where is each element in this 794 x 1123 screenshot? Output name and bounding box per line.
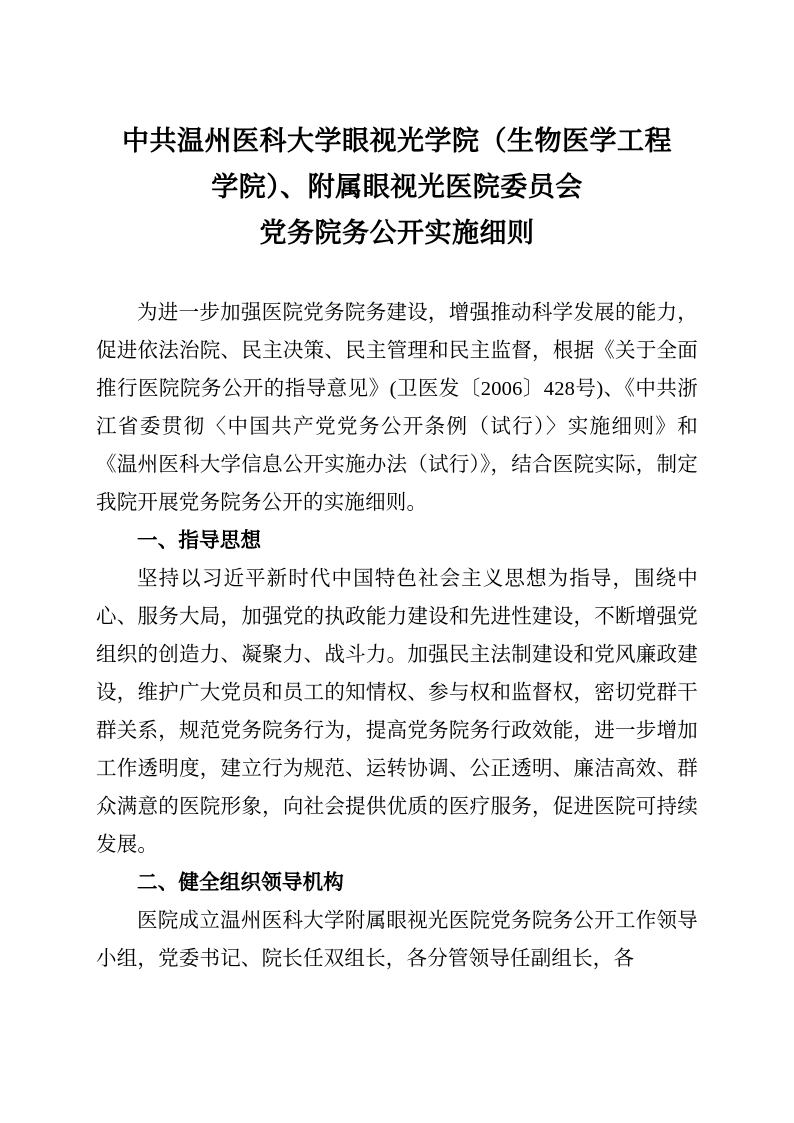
section-two-paragraph: 医院成立温州医科大学附属眼视光医院党务院务公开工作领导小组，党委书记、院长任双组长，各分管领导任副组长，各 (96, 910, 698, 970)
section-heading-one: 一、指导思想 (137, 530, 262, 552)
section-one-paragraph: 坚持以习近平新时代中国特色社会主义思想为指导，围绕中心、服务大局，加强党的执政能力建设和先进性建设，不断增强党组织的创造力、凝聚力、战斗力。加强民主法制建设和党风廉政建设，维护广大党员和员工的知情权、参与权和监督权，密切党群干群关系，规范党务院务行为，提高党务院务行政效能，进一步增加工作透明度，建立行为规范、运转协调、公正透明、廉洁高效、群众满意的医院形象，向社会提供优质的医疗服务，促进医院可持续发展。 (96, 568, 698, 856)
section-heading-two: 二、健全组织领导机构 (137, 872, 344, 894)
document-body (96, 294, 698, 978)
title-line-3: 党务院务公开实施细则 (259, 218, 535, 248)
page-title (96, 118, 698, 256)
title-line-2: 学院）、附属眼视光医院委员会 (211, 172, 583, 202)
intro-paragraph: 为进一步加强医院党务院务建设，增强推动科学发展的能力，促进依法治院、民主决策、民主管理和民主监督，根据《关于全面推行医院院务公开的指导意见》(卫医发〔2006〕428号)、《中共浙江省委贯彻〈中国共产党党务公开条例（试行）〉实施细则》和《温州医科大学信息公开实施办法（试行）》，结合医院实际，制定我院开展党务院务公开的实施细则。 (96, 302, 698, 514)
title-line-1: 中共温州医科大学眼视光学院（生物医学工程 (122, 126, 672, 156)
title-spacer (96, 256, 698, 294)
